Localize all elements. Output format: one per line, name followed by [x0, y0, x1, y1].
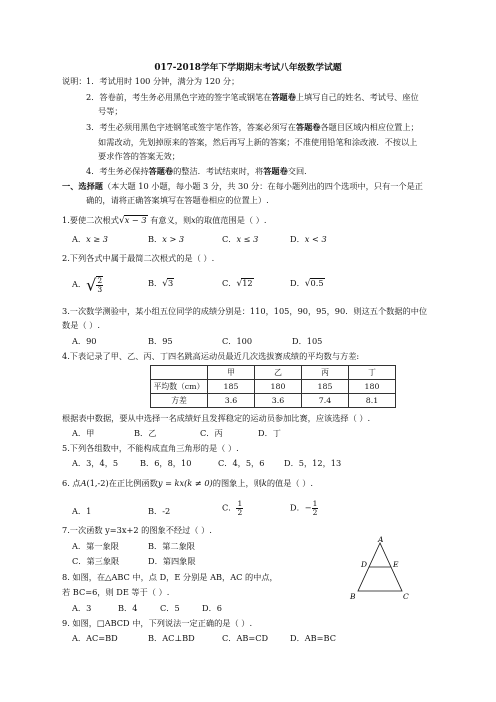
q8-option-a[interactable]: A．3	[72, 603, 92, 613]
point-label-d: D	[361, 560, 368, 569]
q4-option-d[interactable]: D．丁	[258, 428, 281, 438]
q4-after-table: 根据表中数据，要从中选择一名成绩好且发挥稳定的运动员参加比赛，应该选择（ ）.	[62, 413, 371, 423]
q2-option-c[interactable]: C．√12	[222, 278, 253, 289]
table-cell: 3.6	[255, 394, 302, 408]
instruction-3: 3．考生必须用黑色字迹钢笔或签字笔作答，答案必须写在答题卷各题目区域内相应位置上；	[86, 122, 419, 132]
q8-stem: 8. 如图，在△ABC 中，点 D，E 分别是 AB，AC 的中点，	[62, 572, 278, 582]
q8-option-c[interactable]: C．5	[160, 603, 180, 613]
q7-option-b[interactable]: B．第二象限	[148, 541, 195, 551]
table-cell: 丁	[349, 366, 396, 380]
table-cell: 丙	[302, 366, 349, 380]
q5-option-c[interactable]: C．4，5，6	[218, 458, 265, 468]
table-cell: 乙	[255, 366, 302, 380]
table-header-row	[151, 366, 396, 380]
section-desc-cont: 确的，请将正确答案填写在答题卷相应的位置上）.	[86, 195, 269, 205]
instruction-3-cont: 如需改动，先划掉原来的答案，然后再写上新的答案；不准使用铅笔和涂改液．不按以上	[98, 137, 418, 147]
vertex-label-b: B	[350, 592, 356, 601]
q3-option-b[interactable]: B．95	[148, 336, 173, 346]
table-cell: 8.1	[349, 394, 396, 408]
q1-option-b[interactable]: B．x > 3	[148, 234, 185, 244]
instruction-2-cont: 号等；	[98, 106, 123, 116]
instruction-3-cont2: 要求作答的答案无效；	[98, 151, 180, 161]
q2-stem: 2.下列各式中属于最简二次根式的是（ ）.	[62, 253, 215, 263]
table-cell	[151, 366, 208, 380]
q4-stem: 4.下表记录了甲、乙、丙、丁四名跳高运动员最近几次选拔赛成绩的平均数与方差:	[62, 351, 360, 361]
section-heading: 一、选择题（本大题 10 小题，每小题 3 分，共 30 分：在每小题列出的四个选项中，只有一个是正	[62, 181, 423, 191]
q1-option-c[interactable]: C．x ≤ 3	[222, 234, 259, 244]
table-cell: 方差	[151, 394, 208, 408]
instruction-1: 1．考试用时 100 分钟，满分为 120 分；	[86, 76, 240, 86]
q6-option-b[interactable]: B．-2	[148, 506, 171, 516]
q2-option-a[interactable]: A．√ $\frac{2}{3}$	[72, 275, 103, 295]
vertex-label-c: C	[403, 592, 409, 601]
q3-option-c[interactable]: C．100	[222, 336, 253, 346]
instruction-2: 2．答卷前，考生务必用黑色字迹的签字笔或钢笔在答题卷上填写自己的姓名、考试号、座位	[86, 92, 419, 102]
q7-option-d[interactable]: D．第四象限	[148, 556, 196, 566]
q8-option-b[interactable]: B．4	[118, 603, 138, 613]
q8-option-d[interactable]: D．6	[202, 603, 222, 613]
table-row	[151, 394, 396, 408]
table-row	[151, 380, 396, 394]
q5-option-b[interactable]: B．6，8，10	[140, 458, 192, 468]
q7-option-c[interactable]: C．第三象限	[72, 556, 120, 566]
table-cell: 3.6	[208, 394, 255, 408]
q9-option-b[interactable]: B．AC⊥BD	[148, 633, 195, 643]
q3-option-a[interactable]: A．90	[72, 336, 97, 346]
q3-option-d[interactable]: D．105	[292, 336, 323, 346]
q4-score-table	[150, 365, 396, 408]
q7-option-a[interactable]: A．第一象限	[72, 541, 119, 551]
page-title: 017-2018学年下学期期末考试八年级数学试题	[154, 63, 342, 73]
table-cell: 7.4	[302, 394, 349, 408]
q2-option-b[interactable]: B．√3	[148, 278, 174, 289]
q7-stem: 7.一次函数 y=3x+2 的图象不经过（ ）.	[62, 525, 212, 535]
q6-stem: 6. 点A(1,-2)在正比例函数y = kx(k ≠ 0)的图象上，则k的值是（ ）.	[62, 478, 314, 488]
q1-option-a[interactable]: A．x ≥ 3	[72, 234, 109, 244]
q6-option-c[interactable]: C． $\frac{1}{2}$	[222, 499, 243, 517]
q6-option-d[interactable]: D．− $\frac{1}{2}$	[290, 499, 318, 517]
table-cell: 180	[349, 380, 396, 394]
q8-stem-cont: 若 BC=6，则 DE 等于（ ）.	[62, 587, 170, 597]
q1-stem: 1.要使二次根式√x − 3 有意义，则x的取值范围是（ ）.	[62, 215, 267, 226]
point-label-e: E	[393, 560, 399, 569]
vertex-label-a: A	[378, 536, 384, 544]
q3-stem-cont: 数是（ ）.	[62, 320, 100, 330]
q4-option-a[interactable]: A．甲	[72, 428, 95, 438]
table-cell: 180	[255, 380, 302, 394]
q5-stem: 5.下列各组数中，不能构成直角三角形的是（ ）.	[62, 443, 239, 453]
q9-option-a[interactable]: A．AC=BD	[72, 633, 118, 643]
triangle-figure	[344, 536, 418, 602]
q5-option-d[interactable]: D．5，12，13	[284, 458, 342, 468]
table-cell: 甲	[208, 366, 255, 380]
q5-option-a[interactable]: A．3，4，5	[72, 458, 119, 468]
q1-option-d[interactable]: D．x < 3	[290, 234, 327, 244]
q4-option-c[interactable]: C．丙	[200, 428, 223, 438]
q9-stem: 9. 如图，□ABCD 中，下列说法一定正确的是（ ）.	[62, 618, 253, 628]
instructions-label: 说明：	[62, 76, 87, 86]
table-cell: 185	[208, 380, 255, 394]
q9-option-d[interactable]: D．AB=BC	[290, 633, 336, 643]
q2-option-d[interactable]: D．√0.5	[290, 278, 324, 289]
q3-stem: 3.一次数学测验中，某小组五位同学的成绩分别是：110，105，90，95，90．则这五个数据的中位	[62, 306, 428, 316]
table-cell: 平均数（cm）	[151, 380, 208, 394]
instruction-4: 4．考生务必保持答题卷的整洁．考试结束时，将答题卷交回．	[86, 166, 313, 176]
q4-option-b[interactable]: B．乙	[134, 428, 157, 438]
q9-option-c[interactable]: C．AB=CD	[222, 633, 269, 643]
table-cell: 185	[302, 380, 349, 394]
q6-option-a[interactable]: A．1	[72, 506, 92, 516]
